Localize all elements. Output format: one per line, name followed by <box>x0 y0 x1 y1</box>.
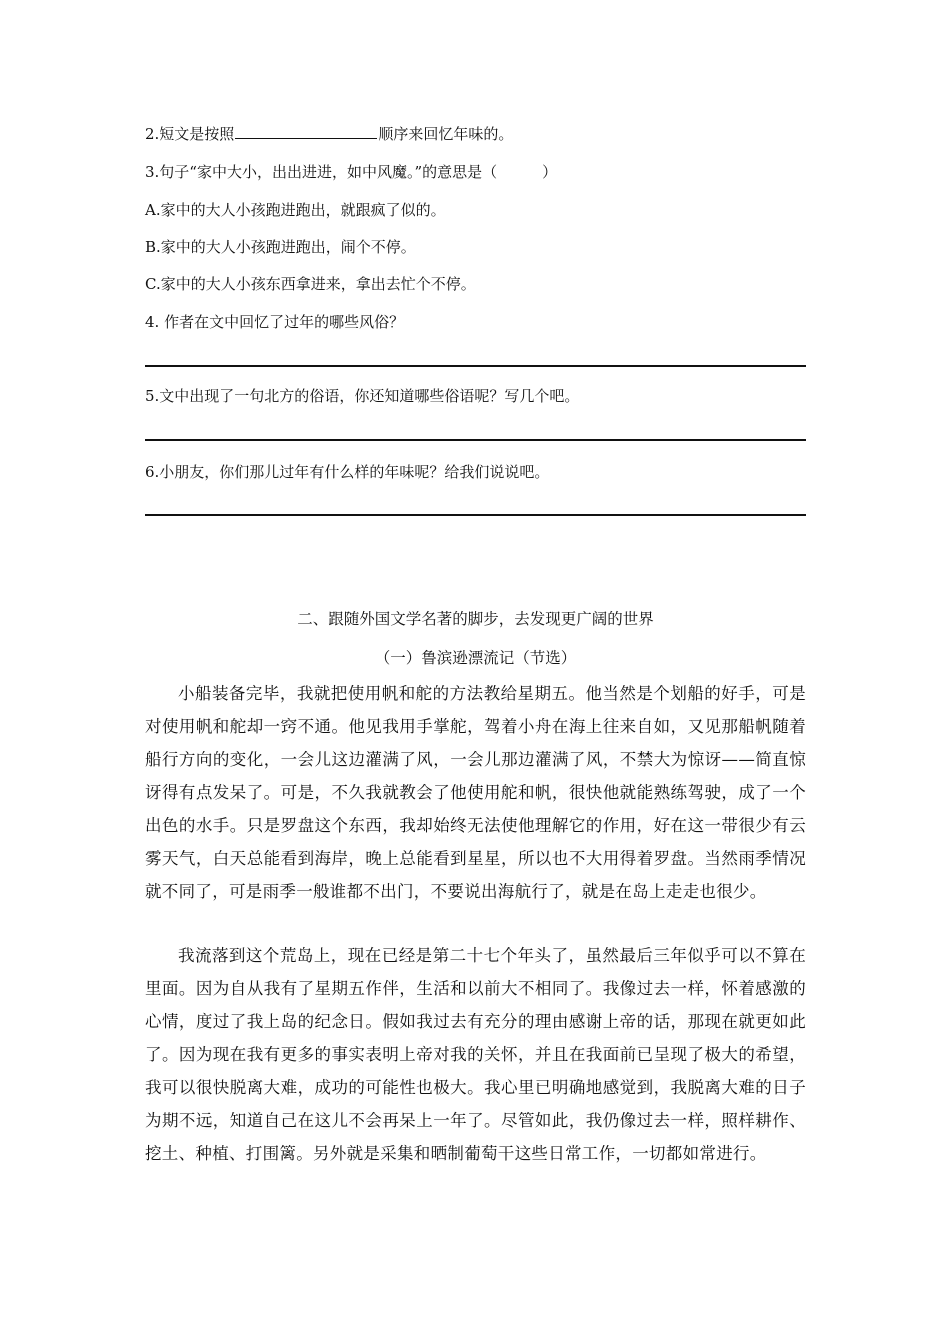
question-5-answer-line[interactable] <box>145 439 806 441</box>
section-subtitle: （一）鲁滨逊漂流记（节选） <box>374 649 577 667</box>
question-3: 3.句子“家中大小，出出进进，如中风魔。”的意思是（ ） <box>145 163 558 181</box>
question-3-option-b: B.家中的大人小孩跑进跑出，闹个不停。 <box>145 238 416 256</box>
question-3-option-c: C.家中的大人小孩东西拿进来，拿出去忙个不停。 <box>145 275 476 293</box>
question-2-blank[interactable] <box>235 124 377 139</box>
question-3-option-a: A.家中的大人小孩跑进跑出，就跟疯了似的。 <box>145 201 446 219</box>
question-6-answer-line[interactable] <box>145 514 806 516</box>
question-2-suffix: 顺序来回忆年味的。 <box>378 125 514 143</box>
question-5: 5.文中出现了一句北方的俗语，你还知道哪些俗语呢？写几个吧。 <box>145 387 580 405</box>
passage-paragraph-2: 我流落到这个荒岛上，现在已经是第二十七个年头了，虽然最后三年似乎可以不算在里面。因为自从我有了星期五作伴，生活和以前大不相同了。我像过去一样，怀着感激的心情，度过了我上岛的纪念日。假如我过去有充分的理由感谢上帝的话，那现在就更如此了。因为现在我有更多的事实表明上帝对我的关怀，并且在我面前已呈现了极大的希望，我可以很快脱离大难，成功的可能性也极大。我心里已明确地感觉到，我脱离大难的日子为期不远，知道自己在这儿不会再呆上一年了。尽管如此，我仍像过去一样，照样耕作、挖土、种植、打围篱。另外就是采集和晒制葡萄干这些日常工作，一切都如常进行。 <box>145 946 806 1163</box>
passage-paragraph-1: 小船装备完毕，我就把使用帆和舵的方法教给星期五。他当然是个划船的好手，可是对使用帆和舵却一窍不通。他见我用手掌舵，驾着小舟在海上往来自如，又见那船帆随着船行方向的变化，一会儿这边灌满了风，一会儿那边灌满了风，不禁大为惊讶——简直惊讶得有点发呆了。可是，不久我就教会了他使用舵和帆，很快他就能熟练驾驶，成了一个出色的水手。只是罗盘这个东西，我却始终无法使他理解它的作用，好在这一带很少有云雾天气，白天总能看到海岸，晚上总能看到星星，所以也不大用得着罗盘。当然雨季情况就不同了，可是雨季一般谁都不出门，不要说出海航行了，就是在岛上走走也很少。 <box>145 684 806 901</box>
question-2 <box>145 124 513 144</box>
question-4-answer-line[interactable] <box>145 365 806 367</box>
question-2-prefix: 2.短文是按照 <box>145 125 235 143</box>
section-title: 二、跟随外国文学名著的脚步，去发现更广阔的世界 <box>297 610 654 628</box>
question-4: 4. 作者在文中回忆了过年的哪些风俗？ <box>145 313 405 331</box>
question-6: 6.小朋友，你们那儿过年有什么样的年味呢？给我们说说吧。 <box>145 463 550 481</box>
